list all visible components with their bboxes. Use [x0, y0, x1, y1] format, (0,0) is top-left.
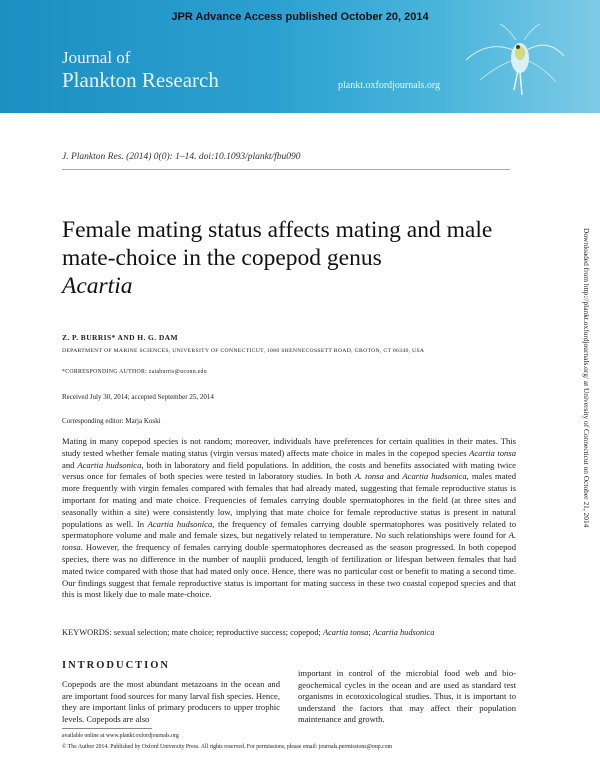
species-name: Acartia hudsonica	[147, 518, 213, 529]
received-dates: Received July 30, 2014; accepted September 25, 2014	[62, 393, 214, 401]
journal-header	[0, 0, 600, 113]
species-name: Acartia hudsonica	[402, 471, 467, 482]
keywords-text: sexual selection; mate choice; reproductive success; copepod;	[111, 628, 323, 637]
species-name: Acartia hudsonica	[77, 459, 142, 470]
keywords-label: KEYWORDS:	[62, 628, 112, 637]
abstract-text: , the frequency of females carrying double spermatophores was positively related to spermatophore volume and male and female sizes, but negatively related to temperature. No such relationships were found for	[62, 518, 516, 541]
abstract-text: , both in laboratory and field populations. In addition, the costs and benefits associated with mating twice versus once for females of both species were tested in laboratory studies. In both	[62, 459, 516, 482]
journal-url-link[interactable]: plankt.oxfordjournals.org	[338, 80, 441, 91]
download-note-vertical	[583, 228, 591, 548]
species-name: A. tonsa	[354, 471, 384, 482]
keywords-separator: ;	[368, 628, 373, 637]
title-genus: Acartia	[62, 273, 133, 299]
section-heading-introduction: INTRODUCTION	[62, 660, 171, 671]
keywords	[62, 628, 516, 637]
abstract-text: and	[62, 459, 78, 470]
plankton-illustration	[458, 20, 568, 110]
author-list: Z. P. BURRIS* AND H. G. DAM	[62, 333, 178, 342]
journal-name-line2: Plankton Research	[62, 68, 219, 92]
footnote-copyright: © The Author 2014. Published by Oxford University Press. All rights reserved. For permissions, please email: journals.permissions@oup.com	[62, 744, 393, 750]
article-citation: J. Plankton Res. (2014) 0(0): 1–14. doi:10.1093/plankt/fbu090	[62, 152, 301, 162]
abstract-text: Mating in many copepod species is not random; moreover, individuals have preferences for certain qualities in their mates. This study tested whether female mating status (virgin versus mated) affects mate choice in males in the copepod species	[62, 436, 516, 458]
title-text: Female mating status affects mating and male mate-choice in the copepod genus	[62, 217, 493, 271]
download-note-text: Downloaded from http://plankt.oxfordjournals.org/ at University of Connecticut on October 21, 2014	[582, 228, 591, 528]
intro-column-right: important in control of the microbial food web and bio-geochemical cycles in the ocean and are used as standard test organisms in ecotoxicological studies. Thus, it is important to understand the factors that may affect their population maintenance and growth.	[298, 668, 516, 725]
species-name: Acartia tonsa	[469, 447, 516, 458]
intro-column-left: Copepods are the most abundant metazoans in the ocean and are important food sources for many larval fish species. Hence, they are important links of primary producers to upper trophic levels. Copepods are also	[62, 679, 280, 724]
abstract-text: . However, the frequency of females carrying double spermatophores decreased as the season progressed. In both copepod species, there was no difference in the number of nauplii produced, length of fertilization or lifespan between females that had mated twice compared with those that had mated only once. Hence, there was no particular cost or benefit to mating a second time. Our findings suggest that female reproductive status is important for mating success in these two coastal copepod species and that this is most likely due to male mate-choice.	[62, 542, 516, 600]
abstract	[62, 436, 516, 601]
abstract-text: and	[383, 471, 403, 482]
footnote-online: available online at www.plankt.oxfordjournals.org	[62, 733, 179, 739]
keyword-species: Acartia hudsonica	[372, 628, 435, 637]
journal-name-line1: Journal of	[62, 48, 131, 67]
corresponding-editor: Corresponding editor: Marja Koski	[62, 417, 161, 425]
author-affiliation: DEPARTMENT OF MARINE SCIENCES, UNIVERSITY OF CONNECTICUT, 1080 SHENNECOSSETT ROAD, GROTON, CT 06340, USA	[62, 348, 425, 354]
species-name: A. tonsa	[62, 530, 516, 553]
article-title	[62, 216, 522, 300]
advance-access-banner: JPR Advance Access published October 20, 2014	[171, 11, 429, 23]
divider-rule	[62, 169, 510, 170]
footnote-rule	[62, 728, 152, 729]
abstract-text: , males mated more frequently with virgin females compared with females that had already mated, suggesting that female reproductive status is important for mating and mate choice. Frequencies of females carrying double spermatophores in the field (at three sites and seasonally within a site) were consistently low, implying that mate choice for female reproductive status is present in natural populations as well. In	[62, 471, 517, 529]
keyword-species: Acartia tonsa	[322, 628, 369, 637]
corresponding-author: *CORRESPONDING AUTHOR: zaiaburris@uconn.edu	[62, 369, 207, 375]
